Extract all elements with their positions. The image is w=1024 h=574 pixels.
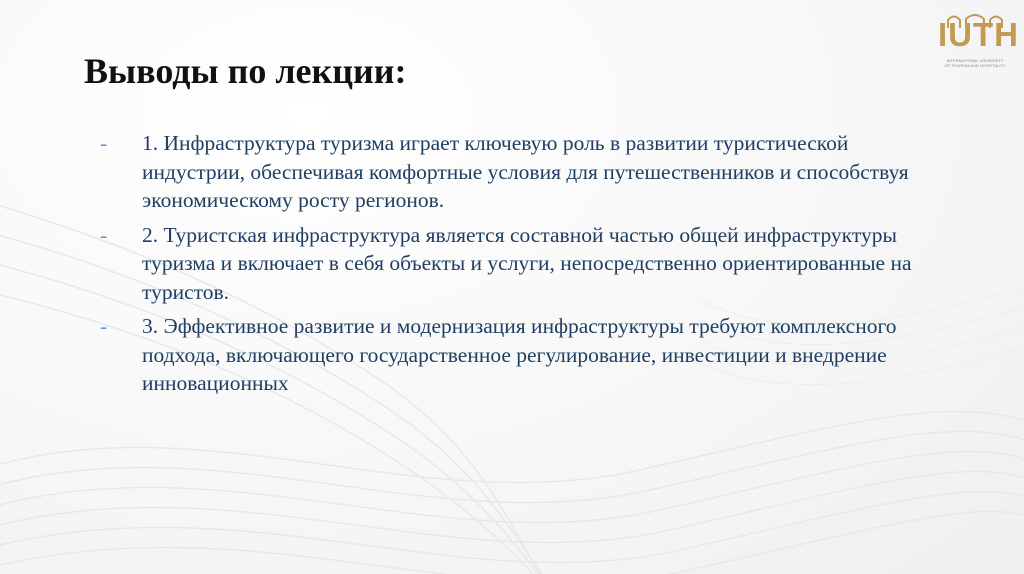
logo-wordmark: IUTH — [938, 16, 1019, 53]
list-item — [100, 312, 950, 398]
slide-title: Выводы по лекции: — [84, 51, 407, 91]
university-logo — [938, 12, 1019, 74]
logo-subtitle-line2: OF TOURISM AND HOSPITALITY — [944, 63, 1006, 68]
conclusions-list — [100, 129, 950, 404]
logo-subtitle-line1: INTERNATIONAL UNIVERSITY — [946, 58, 1004, 63]
list-item — [100, 221, 950, 307]
list-item-text: 2. Туристская инфраструктура является составной частью общей инфраструктуры туризма и включает в себя объекты и услуги, непосредственно ориентированные на туристов. — [142, 222, 912, 304]
bullet-dash: - — [100, 131, 108, 155]
list-item — [100, 129, 950, 215]
bullet-dash: - — [100, 314, 108, 338]
bullet-dash: - — [100, 222, 108, 247]
list-item-text: 3. Эффективное развитие и модернизация инфраструктуры требуют комплексного подхода, включающего государственное регулирование, инвестиции и внедрение инновационных — [142, 314, 897, 395]
list-item-text: 1. Инфраструктура туризма играет ключевую роль в развитии туристической индустрии, обеспечивая комфортные условия для путешественников и способствуя экономическому росту регионов. — [142, 131, 909, 212]
